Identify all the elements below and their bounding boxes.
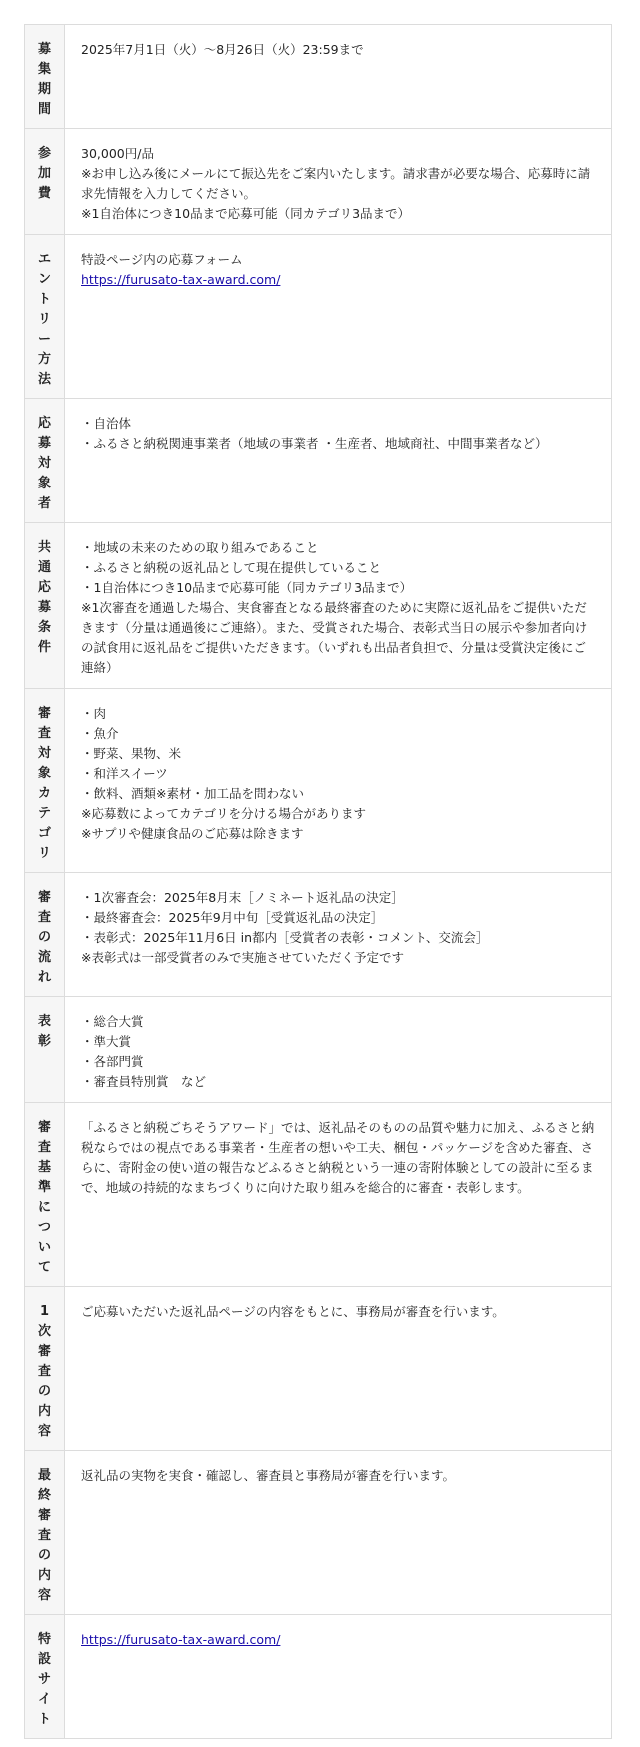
row-text: ※1次審査を通過した場合、実食審査となる最終審査のために実際に返礼品をご提供いただきます（分量は通過後にご連絡）。また、受賞された場合、表彰式当日の展示や参加者向けの試食用に返礼品をご提供いただきます。（いずれも出品者負担で、分量は受賞決定後にご連絡）: [81, 600, 588, 675]
info-table: [24, 24, 612, 1739]
row-text: ・和洋スイーツ: [81, 766, 168, 781]
row-text: ・地域の未来のための取り組みであること: [81, 540, 319, 555]
table-row: [25, 873, 612, 997]
row-text: ※サプリや健康食品のご応募は除きます: [81, 826, 304, 841]
row-text: ・準大賞: [81, 1034, 132, 1049]
row-label-cell: [25, 1615, 65, 1739]
award-info-sheet: [24, 24, 612, 1739]
row-label: 参加費: [37, 146, 51, 201]
row-label: エントリー方法: [37, 252, 51, 387]
special-site-link[interactable]: https://furusato-tax-award.com/: [81, 1632, 281, 1647]
row-value-cell: [65, 399, 612, 523]
row-text: ・肉: [81, 706, 107, 721]
row-label: 特設サイト: [37, 1632, 51, 1727]
row-text: ・最終審査会：2025年9月中旬［受賞返礼品の決定］: [81, 910, 384, 925]
row-text: ・1次審査会：2025年8月末［ノミネート返礼品の決定］: [81, 890, 404, 905]
row-value-cell: [65, 997, 612, 1103]
table-row: [25, 1615, 612, 1739]
row-text: ご応募いただいた返礼品ページの内容をもとに、事務局が審査を行います。: [81, 1304, 505, 1319]
row-text: 30,000円/品: [81, 146, 154, 161]
row-label: 募集期間: [37, 42, 51, 117]
row-text: ※応募数によってカテゴリを分ける場合があります: [81, 806, 366, 821]
row-label-cell: [25, 25, 65, 129]
row-text: ・ふるさと納税の返礼品として現在提供していること: [81, 560, 382, 575]
row-text: ・ふるさと納税関連事業者（地域の事業者 ・生産者、地域商社、中間事業者など）: [81, 436, 548, 451]
table-row: [25, 1287, 612, 1451]
row-text: 返礼品の実物を実食・確認し、審査員と事務局が審査を行います。: [81, 1468, 456, 1483]
row-text: ※表彰式は一部受賞者のみで実施させていただく予定です: [81, 950, 404, 965]
table-row: [25, 235, 612, 399]
table-row: [25, 25, 612, 129]
row-label-cell: [25, 129, 65, 235]
row-label: 審査基準について: [37, 1120, 51, 1275]
row-label: 共通応募条件: [37, 540, 51, 655]
row-label-cell: [25, 873, 65, 997]
entry-form-link[interactable]: https://furusato-tax-award.com/: [81, 272, 281, 287]
row-text: ・飲料、酒類※素材・加工品を問わない: [81, 786, 304, 801]
row-value-cell: [65, 1103, 612, 1287]
row-label-cell: [25, 997, 65, 1103]
row-label: 審査の流れ: [37, 890, 51, 985]
row-text: 特設ページ内の応募フォーム: [81, 252, 243, 267]
row-text: 「ふるさと納税ごちそうアワード」では、返礼品そのものの品質や魅力に加え、ふるさと納税ならではの視点である事業者・生産者の想いや工夫、梱包・パッケージを含めた審査、さらに、寄附金の使い道の報告などふるさと納税という一連の寄附体験としての設計に至るまで、地域の持続的なまちづくりに向けた取り組みを総合的に審査・表彰します。: [81, 1120, 595, 1195]
row-value-cell: [65, 523, 612, 689]
table-row: [25, 399, 612, 523]
row-value-cell: [65, 235, 612, 399]
row-text: ・各部門賞: [81, 1054, 144, 1069]
table-row: [25, 689, 612, 873]
row-label: 審査対象カテゴリ: [37, 706, 51, 861]
row-text: ・自治体: [81, 416, 132, 431]
row-text: ・審査員特別賞 など: [81, 1074, 207, 1089]
row-value-cell: [65, 129, 612, 235]
table-row: [25, 1103, 612, 1287]
row-value-cell: [65, 1451, 612, 1615]
table-row: [25, 129, 612, 235]
row-label-cell: [25, 1287, 65, 1451]
row-label: 応募対象者: [37, 416, 51, 511]
row-value-cell: [65, 25, 612, 129]
row-label-cell: [25, 235, 65, 399]
row-value-cell: [65, 689, 612, 873]
row-label: 1次審査の内容: [37, 1304, 51, 1439]
row-label: 表彰: [37, 1014, 51, 1049]
row-label-cell: [25, 399, 65, 523]
row-value-cell: [65, 1615, 612, 1739]
row-text: ※1自治体につき10品まで応募可能（同カテゴリ3品まで）: [81, 206, 411, 221]
row-label-cell: [25, 523, 65, 689]
row-label: 最終審査の内容: [37, 1468, 51, 1603]
row-text: ・表彰式：2025年11月6日 in都内［受賞者の表彰・コメント、交流会］: [81, 930, 489, 945]
row-text: ・1自治体につき10品まで応募可能（同カテゴリ3品まで）: [81, 580, 413, 595]
row-label-cell: [25, 689, 65, 873]
table-row: [25, 523, 612, 689]
row-value-cell: [65, 1287, 612, 1451]
row-label-cell: [25, 1451, 65, 1615]
table-row: [25, 1451, 612, 1615]
row-value-cell: [65, 873, 612, 997]
table-row: [25, 997, 612, 1103]
row-text: ・魚介: [81, 726, 119, 741]
row-text: ・総合大賞: [81, 1014, 144, 1029]
row-text: ※お申し込み後にメールにて振込先をご案内いたします。請求書が必要な場合、応募時に請求先情報を入力してください。: [81, 166, 591, 201]
row-text: 2025年7月1日（火）〜8月26日（火）23:59まで: [81, 42, 364, 57]
row-label-cell: [25, 1103, 65, 1287]
row-text: ・野菜、果物、米: [81, 746, 182, 761]
